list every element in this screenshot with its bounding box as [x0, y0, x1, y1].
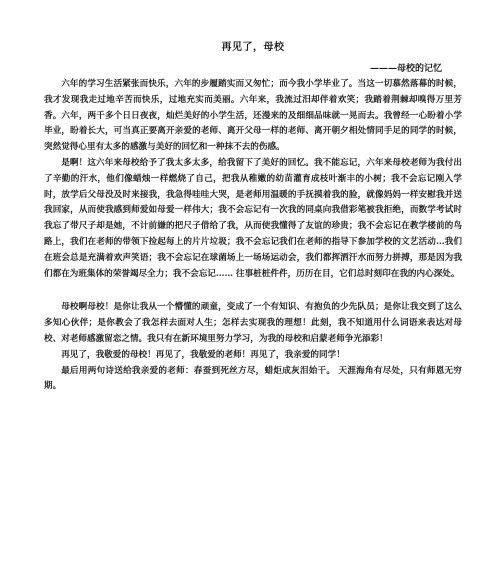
- paragraph-2: 是啊！这六年来母校给予了我太多太多，给我留下了美好的回忆。我不能忘记，六年来母校老师为我付出了辛勤的汗水，他们像蜡烛一样燃烧了自己，把我从稚嫩的幼苗灌育成枝叶渐丰的小树；我不会忘记刚入学时，放学后父母没及时来接我，我急得哇哇大哭，是老师用温暖的手抚摸着我的脸，就像妈妈一样安慰我并送我回家，从而使我感到师爱如母爱一样伟大；我不会忘记有一次我的同桌向我借彩笔被我拒绝，而数学考试时我忘了带尺子却是她，不计前嫌的把尺子借给了我，从而使我懂得了友谊的珍贵；我不会忘记在教学楼前的鸟路上，我们在老师的带领下捡起每上的片片垃圾；我不会忘记我们在老师的指导下参加学校的文艺活动…我们在班会总是充满着欢声笑语；我不会忘记在球菌场上一场场运动会，我们都挥洒汗水而努力拼搏，那是因为我们都在为班集体的荣誉竭尽全力；我不会忘记…… 往事桩桩件件，历历在目，它们总时刻印在我的内心深处。: [44, 157, 462, 279]
- document-subtitle: ———母校的记忆: [369, 64, 442, 74]
- document-page: [44, 38, 462, 395]
- document-title: 再见了，母校: [221, 42, 285, 53]
- paragraph-spacer: [44, 282, 462, 300]
- paragraph-4: 再见了，我敬爱的母校！再见了，我敬爱的老师！再见了，我亲爱的同学！: [61, 349, 345, 360]
- paragraph-3: 母校啊母校！是你让我从一个懵懂的顽童，变成了一个有知识、有抱负的少先队员；是你让我交到了这么多知心伙伴；是你教会了我怎样去面对人生；怎样去实现我的理想！此刻，我不知道用什么词语来表达对母校、对老师感激留恋之情。我只有在新环境里努力学习，为我的母校和启蒙老师争光添彩！: [44, 302, 462, 344]
- paragraph-1: 六年的学习生活紧张而快乐，六年的步履踏实而又匆忙；而今我小学毕业了。当这一切慕然落幕的时候，我才发现我走过地辛苦而快乐，过地充实而美丽。六年来，我流过汨却伴着欢笑；我踏着荆棘却嗅得万里芳香。六年，两千多个日日夜夜，灿烂美好的小学生活，还漫来的及细细品味就一晃而去。我曾经一心盼着小学毕业，盼着长大，可当真正要离开亲爱的老师、离开父母一样的老师、离开朝夕相处情同手足的同学的时候，突然觉得心里有太多的感激与美好的回忆和一种抹不去的伤感。: [44, 79, 462, 153]
- paragraph-5: 最后用两句诗送给我亲爱的老师：春蚕到死丝方尽，蜡炬成灰泪始干。 天涯海角有尽处，只有师恩无穷期。: [44, 365, 462, 392]
